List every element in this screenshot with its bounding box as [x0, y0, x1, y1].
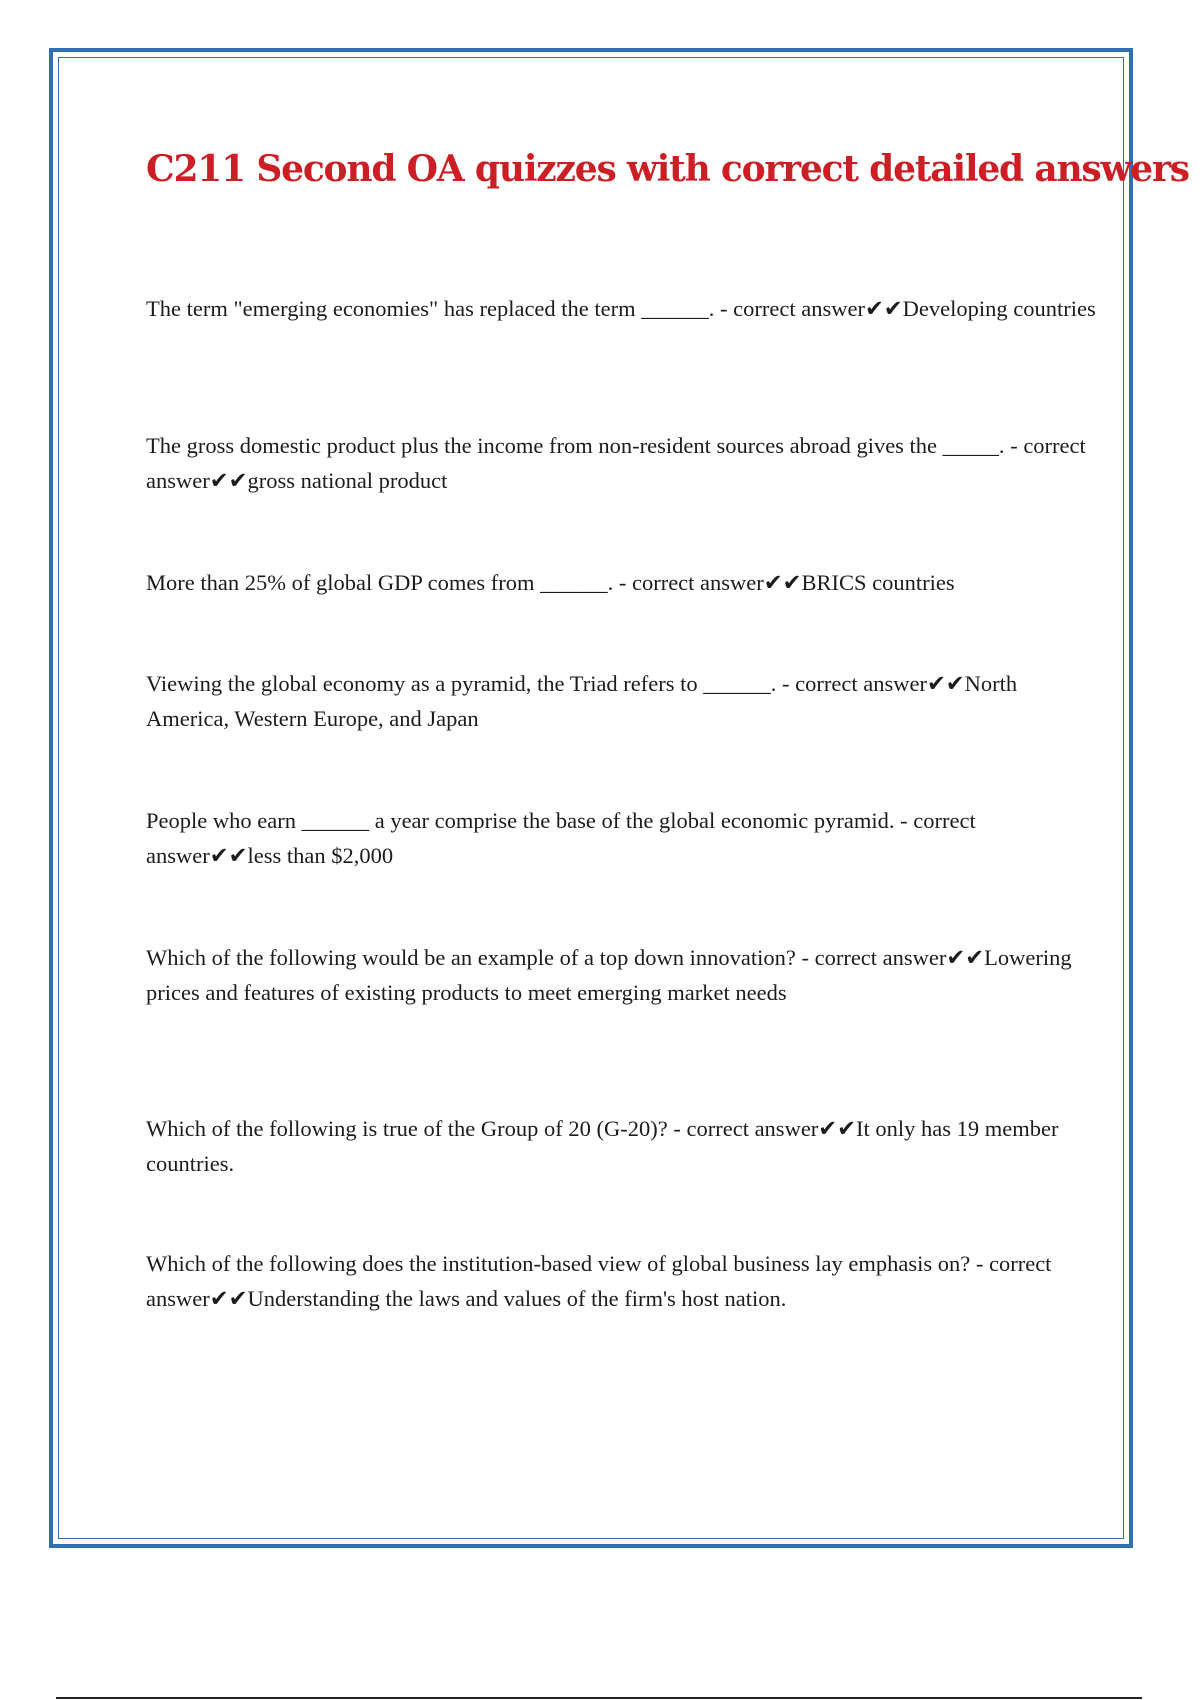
page-border: [49, 48, 1133, 1548]
question-text: People who earn ______ a year comprise the base of the global economic pyramid.: [146, 808, 895, 833]
check-mark-icon: ✔✔: [209, 1285, 248, 1311]
answer-label: correct answer: [686, 1116, 819, 1141]
answer-text: less than $2,000: [247, 842, 394, 868]
answer-label: correct answer: [814, 945, 947, 970]
answer-label: correct answer: [146, 433, 1086, 493]
qa-item-5: [146, 804, 1096, 873]
check-mark-icon: ✔✔: [818, 1116, 857, 1141]
check-mark-icon: ✔✔: [209, 467, 248, 493]
separator: -: [667, 1116, 687, 1141]
question-text: Viewing the global economy as a pyramid, the Triad refers to ______.: [146, 671, 777, 696]
answer-text: Lowering prices and features of existing products to meet emerging market needs: [146, 945, 1072, 1005]
separator: -: [970, 1251, 989, 1276]
qa-item-8: [146, 1247, 1096, 1316]
check-mark-icon: ✔✔: [864, 296, 903, 321]
qa-item-7: [146, 1112, 1096, 1181]
question-text: The gross domestic product plus the income from non-resident sources abroad gives the _____.: [146, 433, 1005, 458]
qa-item-1: [146, 292, 1096, 327]
answer-text: gross national product: [247, 467, 448, 493]
qa-item-4: [146, 667, 1096, 736]
question-text: Which of the following would be an example of a top down innovation?: [146, 945, 796, 970]
check-mark-icon: ✔✔: [209, 842, 248, 868]
check-mark-icon: ✔✔: [946, 945, 985, 970]
separator: -: [613, 570, 632, 595]
separator: -: [1004, 433, 1024, 458]
question-text: More than 25% of global GDP comes from ______.: [146, 570, 614, 595]
answer-label: correct answer: [733, 296, 865, 321]
question-text: Which of the following is true of the Group of 20 (G-20)?: [146, 1116, 668, 1141]
answer-label: correct answer: [146, 808, 976, 868]
question-text: The term "emerging economies" has replaced the term ______.: [146, 296, 715, 321]
question-text: Which of the following does the institution-based view of global business lay emphasis on?: [146, 1251, 971, 1276]
qa-item-3: [146, 566, 1096, 601]
answer-text: North America, Western Europe, and Japan: [146, 671, 1018, 731]
answer-label: correct answer: [146, 1251, 1052, 1311]
separator: -: [894, 808, 914, 833]
answer-text: It only has 19 member countries.: [146, 1116, 1059, 1176]
qa-item-2: [146, 429, 1096, 498]
check-mark-icon: ✔✔: [926, 671, 965, 696]
separator: -: [776, 671, 796, 696]
answer-text: Developing countries: [902, 296, 1096, 321]
answer-text: BRICS countries: [801, 570, 955, 595]
answer-label: correct answer: [795, 671, 927, 696]
bottom-rule: [56, 1697, 1142, 1699]
page-border-inner: [58, 57, 1124, 1539]
qa-item-6: [146, 941, 1096, 1010]
check-mark-icon: ✔✔: [763, 570, 802, 595]
separator: -: [714, 296, 734, 321]
answer-label: correct answer: [631, 570, 764, 595]
answer-text: Understanding the laws and values of the firm's host nation.: [247, 1285, 787, 1311]
separator: -: [795, 945, 815, 970]
document-title: C211 Second OA quizzes with correct detailed answers: [146, 148, 1189, 190]
